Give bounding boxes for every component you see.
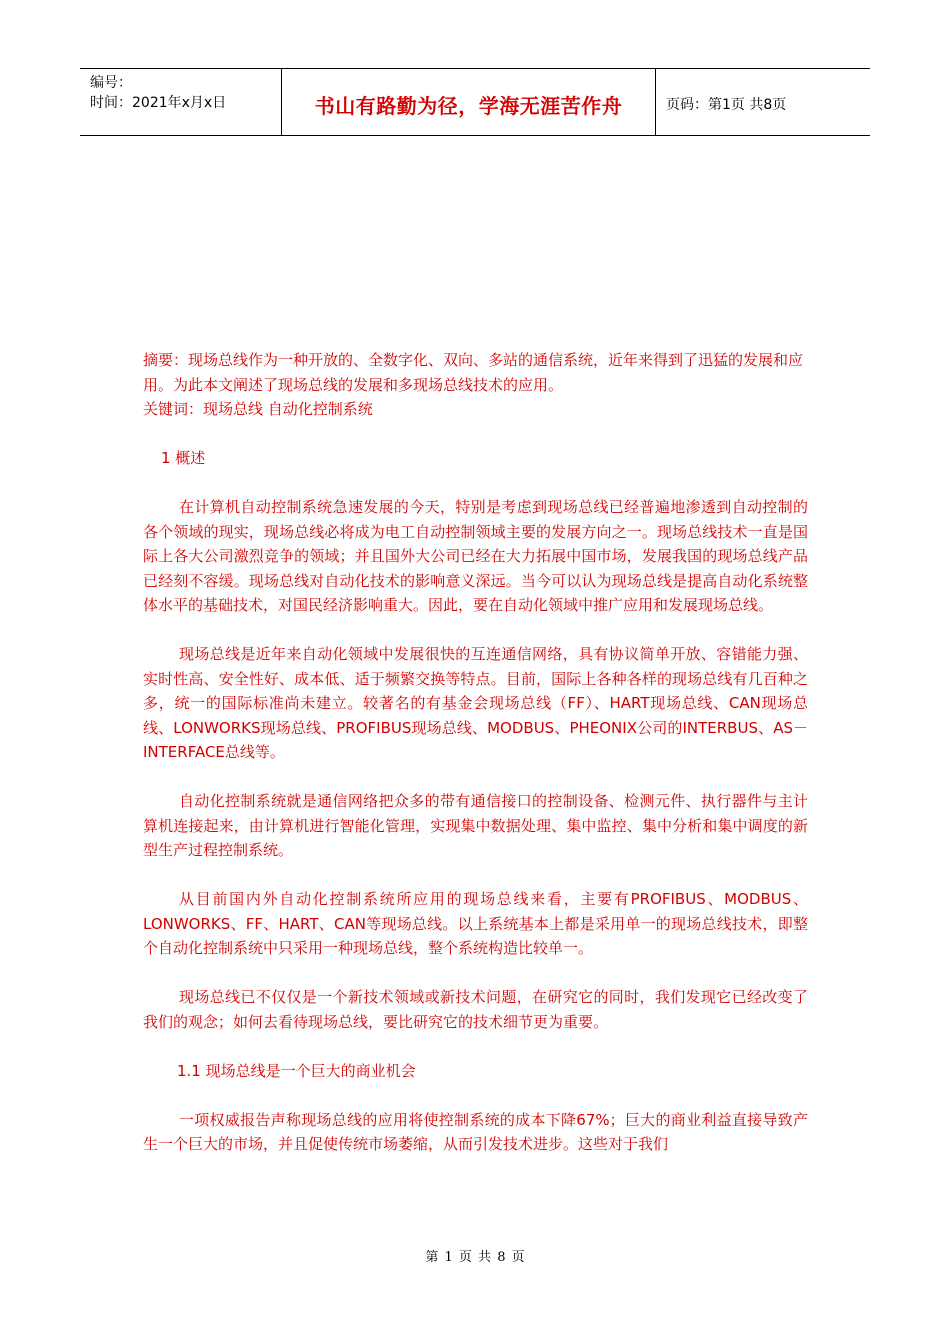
header-page-cell (656, 69, 870, 135)
keywords-text: 关键词：现场总线 自动化控制系统 (143, 400, 373, 418)
paragraph: 现场总线已不仅仅是一个新技术领域或新技术问题，在研究它的同时，我们发现它已经改变了我们的观念；如何去看待现场总线，要比研究它的技术细节更为重要。 (143, 988, 808, 1031)
page-label: 页码：第1页 共8页 (666, 97, 787, 113)
paragraph: 一项权威报告声称现场总线的应用将使控制系统的成本下降67%；巨大的商业利益直接导致产生一个巨大的市场，并且促使传统市场萎缩，从而引发技术进步。这些对于我们 (143, 1110, 808, 1153)
paragraph: 从目前国内外自动化控制系统所应用的现场总线来看，主要有PROFIBUS、MODBUS、LONWORKS、FF、HART、CAN等现场总线。以上系统基本上都是采用单一的现场总线技术，即整个自动化控制系统中只采用一种现场总线，整个系统构造比较单一。 (143, 890, 808, 957)
section-heading-1: 1 概述 (161, 449, 206, 467)
date-label: 时间：2021年x月x日 (90, 95, 227, 111)
abstract-text: 摘要：现场总线作为一种开放的、全数字化、双向、多站的通信系统，近年来得到了迅猛的发展和应用。为此本文阐述了现场总线的发展和多现场总线技术的应用。 (143, 351, 804, 394)
section-heading-1-1: 1.1 现场总线是一个巨大的商业机会 (177, 1061, 416, 1080)
page-footer: 第 1 页 共 8 页 (425, 1250, 525, 1265)
paragraph: 现场总线是近年来自动化领域中发展很快的互连通信网络，具有协议简单开放、容错能力强、实时性高、安全性好、成本低、适于频繁交换等特点。目前，国际上各种各样的现场总线有几百种之多，统一的国际标准尚未建立。较著名的有基金会现场总线（FF）、HART现场总线、CAN现场总线、LONWORKS现场总线、PROFIBUS现场总线、MODBUS、PHEONIX公司的INTERBUS、AS－INTERFACE总线等。 (143, 645, 808, 761)
header-motto-cell (282, 69, 656, 135)
document-header (80, 68, 870, 136)
number-label: 编号： (90, 75, 132, 91)
motto-text: 书山有路勤为径，学海无涯苦作舟 (314, 93, 623, 118)
header-meta-cell (80, 69, 282, 135)
document-body (143, 348, 808, 1157)
paragraph: 自动化控制系统就是通信网络把众多的带有通信接口的控制设备、检测元件、执行器件与主计算机连接起来，由计算机进行智能化管理，实现集中数据处理、集中监控、集中分析和集中调度的新型生产过程控制系统。 (143, 792, 808, 859)
paragraph: 在计算机自动控制系统急速发展的今天，特别是考虑到现场总线已经普遍地渗透到自动控制的各个领域的现实，现场总线必将成为电工自动控制领域主要的发展方向之一。现场总线技术一直是国际上各大公司激烈竞争的领域；并且国外大公司已经在大力拓展中国市场，发展我国的现场总线产品已经刻不容缓。现场总线对自动化技术的影响意义深远。当今可以认为现场总线是提高自动化系统整体水平的基础技术，对国民经济影响重大。因此，要在自动化领域中推广应用和发展现场总线。 (143, 498, 808, 614)
